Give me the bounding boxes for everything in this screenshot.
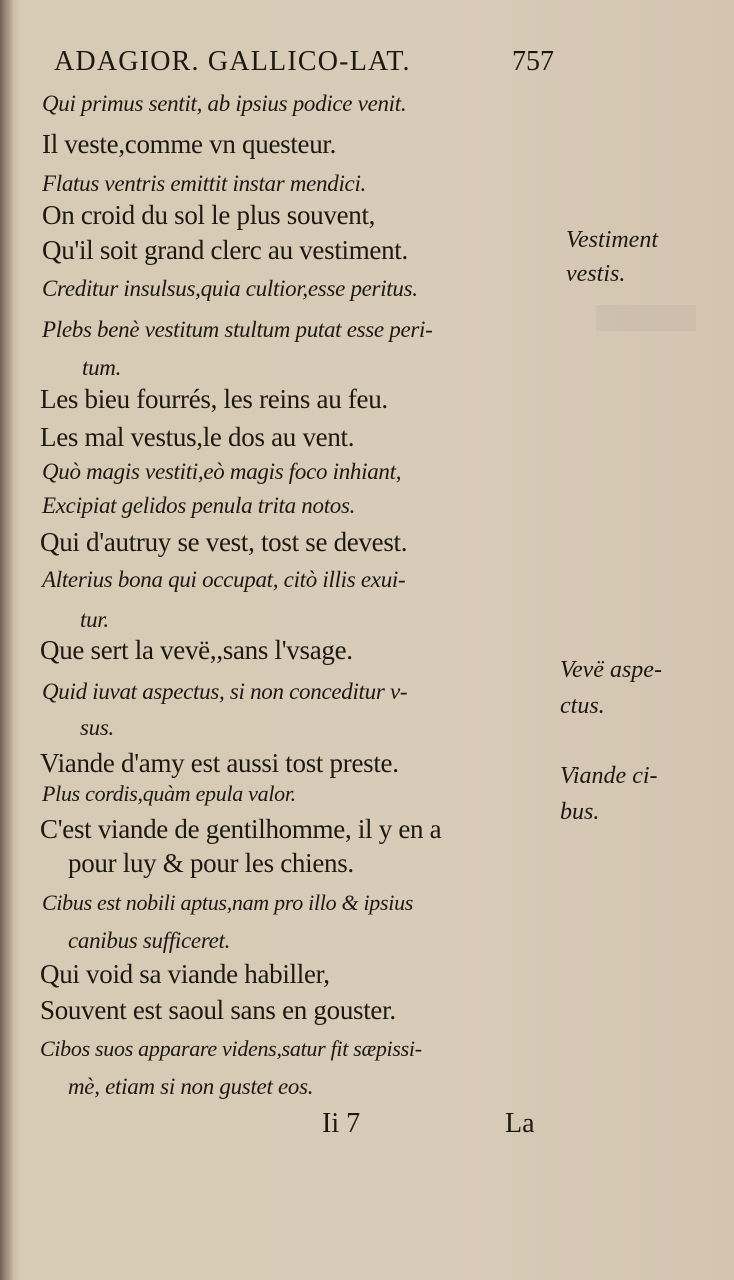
binding-gutter bbox=[0, 0, 14, 1280]
text-line: Quò magis vestiti,eò magis foco inhiant, bbox=[42, 459, 402, 484]
text-line: Quid iuvat aspectus, si non conceditur v- bbox=[42, 679, 408, 704]
text-line: tum. bbox=[82, 355, 122, 380]
text-line: Flatus ventris emittit instar mendici. bbox=[42, 171, 366, 196]
page-number: 757 bbox=[512, 46, 554, 77]
show-through-shadow bbox=[596, 305, 696, 331]
text-line: Que sert la vevë,,sans l'vsage. bbox=[40, 635, 353, 665]
text-line: Souvent est saoul sans en gouster. bbox=[40, 995, 396, 1025]
text-line: Cibus est nobili aptus,nam pro illo & ipsius bbox=[42, 890, 414, 915]
text-line: mè, etiam si non gustet eos. bbox=[68, 1074, 314, 1099]
text-line: Qui d'autruy se vest, tost se devest. bbox=[40, 527, 408, 557]
catchword: La bbox=[505, 1108, 535, 1139]
text-line: canibus sufficeret. bbox=[68, 928, 231, 953]
text-line: Viande d'amy est aussi tost preste. bbox=[40, 748, 399, 778]
margin-note: Vestiment bbox=[566, 227, 658, 253]
text-line: tur. bbox=[80, 607, 109, 632]
text-line: Cibos suos apparare videns,satur fit sæpissi- bbox=[40, 1036, 422, 1061]
text-line: Les mal vestus,le dos au vent. bbox=[40, 422, 355, 452]
text-line: Qu'il soit grand clerc au vestiment. bbox=[42, 235, 408, 265]
text-line: sus. bbox=[80, 715, 114, 740]
text-line: Alterius bona qui occupat, citò illis exui- bbox=[42, 567, 406, 592]
text-line: C'est viande de gentilhomme, il y en a bbox=[40, 814, 442, 844]
text-line: Plebs benè vestitum stultum putat esse peri- bbox=[42, 317, 433, 342]
margin-note: ctus. bbox=[560, 693, 605, 719]
signature-mark: Ii 7 bbox=[322, 1108, 361, 1139]
text-line: Les bieu fourrés, les reins au feu. bbox=[40, 384, 388, 414]
text-line: Excipiat gelidos penula trita notos. bbox=[42, 493, 356, 518]
text-line: On croid du sol le plus souvent, bbox=[42, 200, 376, 230]
margin-note: Vevë aspe- bbox=[560, 657, 662, 683]
text-line: Qui void sa viande habiller, bbox=[40, 959, 330, 989]
margin-note: bus. bbox=[560, 799, 600, 825]
margin-note: Viande ci- bbox=[560, 763, 658, 789]
text-line: Creditur insulsus,quia cultior,esse peritus. bbox=[42, 276, 418, 301]
running-title: ADAGIOR. GALLICO-LAT. bbox=[54, 46, 411, 77]
text-line: Qui primus sentit, ab ipsius podice venit. bbox=[42, 91, 407, 116]
margin-note: vestis. bbox=[566, 261, 626, 287]
text-line: pour luy & pour les chiens. bbox=[68, 848, 354, 878]
text-line: Il veste,comme vn questeur. bbox=[42, 129, 337, 159]
text-line: Plus cordis,quàm epula valor. bbox=[42, 781, 296, 806]
